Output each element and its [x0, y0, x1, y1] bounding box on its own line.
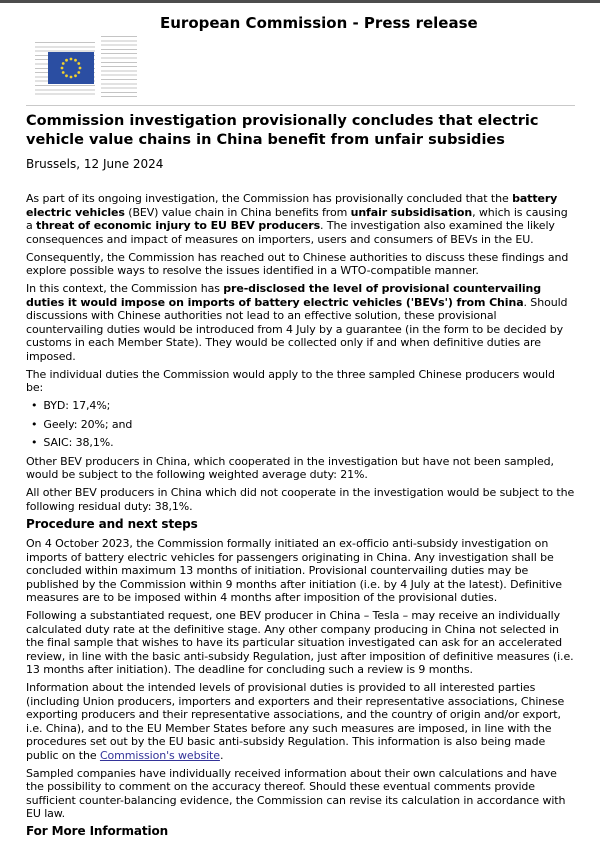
bullet-icon: • [31, 417, 38, 431]
bullet-item [26, 399, 575, 413]
text-run: As part of its ongoing investigation, the Commission has provisionally concluded that the [26, 192, 513, 205]
bold-text: pre-disclosed the level of provisional countervailing duties it would impose on imports of battery electric vehicles ('BEVs') from China [26, 282, 542, 309]
paragraph [26, 368, 575, 395]
bullet-item [26, 418, 575, 432]
paragraph [26, 767, 575, 821]
text-run: Sampled companies have individually received information about their own calculations and have the possibility to comment on the accuracy thereof. Should these eventual comments provide sufficient counter-balancing evidence, the Commission can revise its calculation in accordance with EU law. [26, 766, 566, 820]
text-run: The individual duties the Commission would apply to the three sampled Chinese producers would be: [26, 367, 555, 394]
text-run: SAIC: 38,1%. [43, 436, 114, 449]
paragraph [26, 192, 575, 246]
document-body [26, 192, 575, 839]
paragraph [26, 609, 575, 677]
document-content [26, 112, 575, 845]
text-run: In this context, the Commission has [26, 282, 224, 295]
text-run: Geely: 20%; and [43, 417, 133, 431]
text-run: Following a substantiated request, one BEV producer in China – Tesla – may receive an individually calculated duty rate at the definitive stage. Any other company producing in China not selected in the final sample that wishes to have its particular situation investigated can ask for an accelerated review, in line with the basic anti-subsidy Regulation, just after imposition of definitive measures (i.e. 13 months after initiation). The deadline for concluding such a review is 9 months. [26, 609, 574, 676]
eu-flag-icon [48, 52, 94, 84]
logo-lines-right [101, 36, 137, 99]
header-divider [26, 105, 575, 106]
paragraph [26, 251, 575, 278]
european-commission-logo [34, 36, 140, 100]
text-run: Procedure and next steps [26, 516, 198, 531]
text-run: Consequently, the Commission has reached out to Chinese authorities to discuss these findings and explore possible ways to resolve the issues identified in a WTO-compatible manner. [26, 250, 569, 277]
text-run: , which is causing a [26, 205, 568, 232]
text-run: (BEV) value chain in China benefits from [124, 205, 351, 219]
bullet-icon: • [31, 399, 38, 412]
paragraph [26, 486, 575, 513]
section-heading [26, 518, 575, 532]
page-title: Commission investigation provisionally concludes that electric vehicle value chains in China benefit from unfair subsidies [26, 113, 539, 148]
text-run: BYD: 17,4%; [43, 399, 111, 412]
paragraph [26, 282, 575, 363]
text-run: Other BEV producers in China, which cooperated in the investigation but have not been sampled, would be subject to the following weighted average duty: 21%. [26, 454, 554, 481]
text-run: On 4 October 2023, the Commission formally initiated an ex-officio anti-subsidy investigation on imports of battery electric vehicles for passengers originating in China. Any investigation shall be concluded within maximum 13 months of initiation. Provisional countervailing duties may be published by the Commission within 9 months after initiation (i.e. by 4 July at the latest). Definitive measures are to be imposed within 4 months after imposition of the provisional duties. [26, 537, 562, 604]
bullet-icon: • [31, 436, 38, 449]
text-run: . [219, 748, 224, 762]
document-kicker: European Commission - Press release [160, 14, 478, 32]
text-run: Information about the intended levels of provisional duties is provided to all interested parties (including Union producers, importers and exporters and their representative associations, Chinese exporting producers and their representative associations, and the country of origin and/or export, i.e. China), and to the EU Member States before any such measures are imposed, in line with the procedures set out by the EU basic anti-subsidy Regulation. This information is also being made public on the [26, 681, 565, 762]
dateline: Brussels, 12 June 2024 [26, 157, 164, 171]
text-run: . The investigation also examined the likely consequences and impact of measures on importers, users and consumers of BEVs in the EU. [26, 219, 555, 246]
text-run: All other BEV producers in China which did not cooperate in the investigation would be subject to the following residual duty: 38,1%. [26, 486, 575, 513]
section-heading [26, 825, 575, 839]
bullet-item [26, 436, 575, 450]
paragraph [26, 537, 575, 605]
text-run: . Should discussions with Chinese authorities not lead to an effective solution, these provisional countervailing duties would be introduced from 4 July by a guarantee (in the form to be decided by customs in each Member State). They would be collected only if and when definitive duties are imposed. [26, 295, 568, 363]
text-run: For More Information [26, 824, 169, 838]
bold-text: threat of economic injury to EU BEV producers [36, 219, 321, 232]
paragraph [26, 681, 575, 762]
bold-text: battery electric vehicles [26, 192, 558, 219]
paragraph [26, 455, 575, 482]
bold-text: unfair subsidisation [350, 205, 473, 219]
commission-website-link[interactable]: Commission's website [99, 748, 220, 762]
